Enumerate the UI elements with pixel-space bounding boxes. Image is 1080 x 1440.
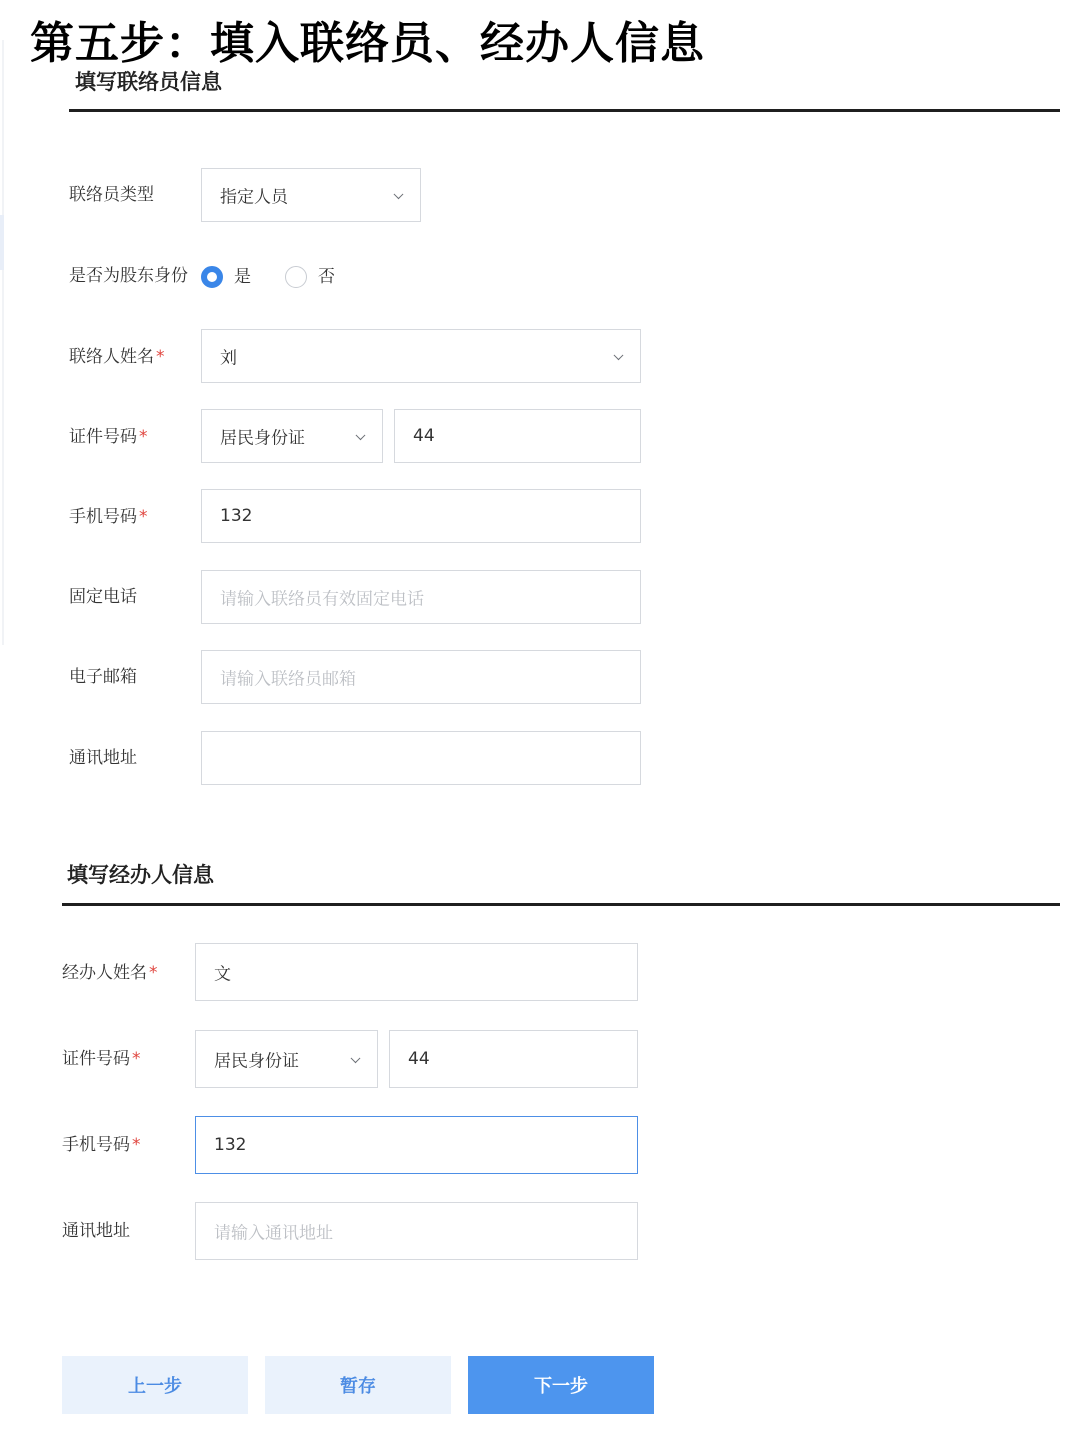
agent-name-input[interactable] xyxy=(195,943,638,1001)
shareholder-yes-radio[interactable] xyxy=(201,266,223,288)
agent-id-number-value: 44 xyxy=(408,1049,430,1069)
contact-id-label xyxy=(69,425,148,449)
contact-id-label-text: 证件号码 xyxy=(69,427,137,447)
agent-mobile-value: 132 xyxy=(214,1135,247,1155)
contact-landline-label: 固定电话 xyxy=(69,587,137,607)
contact-email-placeholder: 请输入联络员邮箱 xyxy=(220,669,356,690)
agent-mobile-label xyxy=(62,1133,141,1157)
contact-landline-input[interactable] xyxy=(201,570,641,624)
left-edge-divider xyxy=(2,40,4,645)
contact-mobile-value: 132 xyxy=(220,506,253,526)
prev-step-button[interactable]: 上一步 xyxy=(62,1356,248,1414)
contact-email-label: 电子邮箱 xyxy=(69,667,137,687)
agent-name-value: 文 xyxy=(214,964,231,985)
agent-address-placeholder: 请输入通讯地址 xyxy=(214,1223,333,1244)
contact-name-label xyxy=(69,345,165,369)
contact-name-label-text: 联络人姓名 xyxy=(69,347,154,367)
agent-section-divider xyxy=(62,903,1060,906)
required-mark: * xyxy=(156,347,165,367)
page-title: 第五步：填入联络员、经办人信息 xyxy=(30,18,705,69)
contact-section-title: 填写联络员信息 xyxy=(75,70,222,94)
required-mark: * xyxy=(139,507,148,527)
agent-name-label-text: 经办人姓名 xyxy=(62,963,147,983)
save-draft-button[interactable]: 暂存 xyxy=(265,1356,451,1414)
shareholder-no-radio[interactable] xyxy=(285,266,307,288)
contact-email-input[interactable] xyxy=(201,650,641,704)
contact-section-divider xyxy=(69,109,1060,112)
contact-id-type-select[interactable] xyxy=(201,409,383,463)
agent-id-type-select[interactable] xyxy=(195,1030,378,1088)
agent-id-label xyxy=(62,1047,141,1071)
shareholder-yes-label[interactable]: 是 xyxy=(234,267,251,287)
agent-address-input[interactable] xyxy=(195,1202,638,1260)
contact-mobile-input[interactable] xyxy=(201,489,641,543)
agent-mobile-input[interactable] xyxy=(195,1116,638,1174)
contact-mobile-label xyxy=(69,505,148,529)
next-step-button[interactable]: 下一步 xyxy=(468,1356,654,1414)
shareholder-label: 是否为股东身份 xyxy=(69,266,188,286)
shareholder-no-label[interactable]: 否 xyxy=(318,267,335,287)
agent-address-label: 通讯地址 xyxy=(62,1221,130,1241)
chevron-down-icon xyxy=(356,430,366,440)
required-mark: * xyxy=(132,1135,141,1155)
agent-id-number-input[interactable] xyxy=(389,1030,638,1088)
required-mark: * xyxy=(139,427,148,447)
agent-mobile-label-text: 手机号码 xyxy=(62,1135,130,1155)
left-edge-highlight xyxy=(0,215,4,270)
contact-landline-placeholder: 请输入联络员有效固定电话 xyxy=(220,589,424,610)
contact-name-select[interactable] xyxy=(201,329,641,383)
chevron-down-icon xyxy=(614,350,624,360)
contact-id-type-value: 居民身份证 xyxy=(220,428,305,449)
agent-name-label xyxy=(62,961,158,985)
required-mark: * xyxy=(132,1049,141,1069)
contact-address-input[interactable] xyxy=(201,731,641,785)
contact-type-label: 联络员类型 xyxy=(69,185,154,205)
chevron-down-icon xyxy=(394,189,404,199)
agent-section-title: 填写经办人信息 xyxy=(67,863,214,887)
contact-type-select[interactable] xyxy=(201,168,421,222)
agent-id-type-value: 居民身份证 xyxy=(214,1051,299,1072)
contact-name-value: 刘 xyxy=(220,348,237,369)
required-mark: * xyxy=(149,963,158,983)
contact-id-number-value: 44 xyxy=(413,426,435,446)
contact-id-number-input[interactable] xyxy=(394,409,641,463)
contact-mobile-label-text: 手机号码 xyxy=(69,507,137,527)
contact-type-value: 指定人员 xyxy=(220,187,288,208)
agent-id-label-text: 证件号码 xyxy=(62,1049,130,1069)
chevron-down-icon xyxy=(351,1053,361,1063)
contact-address-label: 通讯地址 xyxy=(69,748,137,768)
